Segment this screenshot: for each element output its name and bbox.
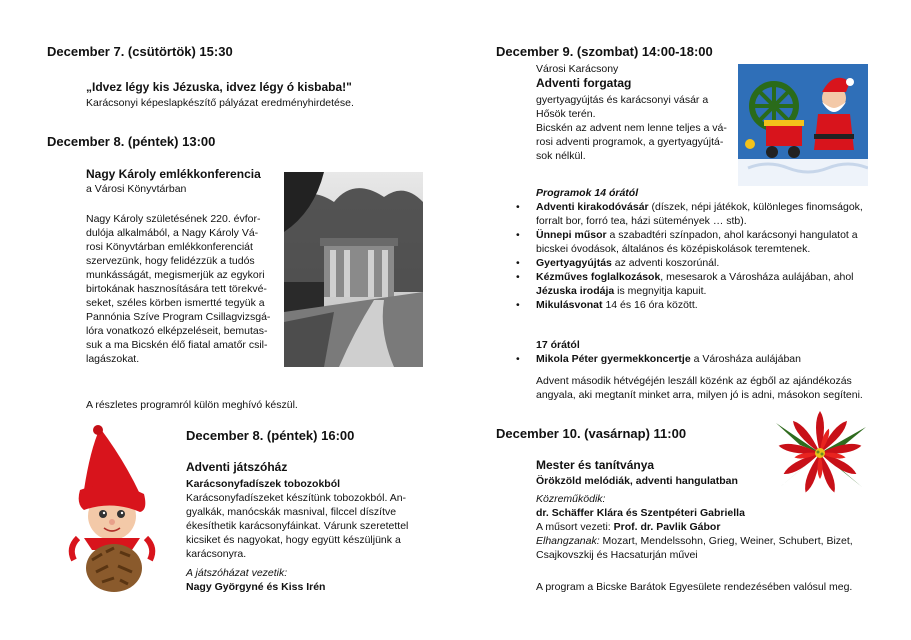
dec9-date: December 9. (szombat) 14:00-18:00 — [496, 44, 713, 59]
dec7-title: „Idvez légy kis Jézuska, idvez légy ó kisbaba!" — [86, 80, 352, 94]
dec10-title: Mester és tanítványa — [536, 458, 655, 472]
dec8b-subtitle: Karácsonyfadíszek tobozokból — [186, 478, 341, 490]
list-item: • Mikulásvonat 14 és 16 óra között. — [512, 298, 882, 312]
list-item: • Gyertyagyújtás az adventi koszorúnál. — [512, 256, 882, 270]
dec9-prog17-list — [512, 352, 882, 366]
dec8b-leaders-label: A játszóházat vezetik: — [186, 567, 288, 579]
list-item: • Ünnepi műsor a szabadtéri színpadon, ahol karácsonyi hangulatot a bicskei óvodások, általános és középiskolások teremtenek. — [512, 228, 882, 256]
list-item: • Kézműves foglalkozások, mesesarok a Városháza aulájában, ahol Jézuska irodája is megnyitja kapuit. — [512, 270, 882, 298]
dec8b-leaders: Nagy Györgyné és Kiss Irén — [186, 581, 326, 593]
list-item: • Adventi kirakodóvásár (díszek, népi játékok, különleges finomságok, forralt bor, forró tea, házi sütemények … stb). — [512, 200, 882, 228]
dec8a-paragraph: Nagy Károly születésének 220. évfor- dulója alkalmából, a Nagy Károly Vá- rosi Könyvtárban emlékkonferenciát szervezünk, hogy felidézzük a tudós munkásságát, megismerjük az egykori birtokának hasznosítására tett törekvé- seket, széles körben ismertté tegyük a Pannónia Szíve Program Csillagvizsgá- lóra vonatkozó elképzeléseit, bemutas- suk a ma Bicskén élő fiatal amatőr csil- lagászokat. — [86, 213, 271, 365]
poinsettia-image — [770, 408, 870, 498]
santa-train-image — [738, 64, 868, 186]
dec8a-place: a Városi Könyvtárban — [86, 183, 187, 195]
dec9-org: Városi Karácsony — [536, 63, 619, 75]
dec9-closing: Advent második hétvégéjén leszáll közénk az égből az ajándékozás angyala, aki megtanít minket arra, milyen jó is adni, másokon segíteni. — [536, 375, 863, 401]
dec10-date: December 10. (vasárnap) 11:00 — [496, 426, 687, 441]
dec8b-paragraph: Karácsonyfadíszeket készítünk tobozokból. An- gyalkák, manócskák masnival, filccel díszítve ékesíthetik karácsonyfáinkat. Várunk szeretettel kicsiket és nagyokat, hogy együtt készüljünk a karácsonyra. — [186, 492, 409, 560]
list-item: • Mikola Péter gyermekkoncertje a Városháza aulájában — [512, 352, 882, 366]
dec10-played: Elhangzanak: Mozart, Mendelssohn, Grieg, Weiner, Schubert, Bizet, — [536, 535, 853, 547]
dec10-coop-label: Közreműködik: — [536, 493, 606, 505]
dec8a-date: December 8. (péntek) 13:00 — [47, 134, 216, 149]
dec10-coop: dr. Schäffer Klára és Szentpéteri Gabriella — [536, 507, 745, 519]
dec8b-date: December 8. (péntek) 16:00 — [186, 428, 355, 443]
dec9-intro: gyertyagyújtás és karácsonyi vásár a Hősök terén. Bicskén az advent nem lenne teljes a vá- rosi adventi programok, a gyertyagyújtá- sok nélkül. — [536, 94, 727, 162]
dec7-date: December 7. (csütörtök) 15:30 — [47, 44, 233, 59]
dec10-subtitle: Örökzöld melódiák, adventi hangulatban — [536, 475, 738, 487]
dec8a-note: A részletes programról külön meghívó készül. — [86, 399, 298, 411]
dec9-prog14-label: Programok 14 órától — [536, 187, 639, 199]
dec10-host: A műsort vezeti: Prof. dr. Pavlik Gábor — [536, 521, 721, 533]
library-photo — [284, 172, 423, 367]
dec9-prog14-list — [512, 200, 882, 312]
dec9-prog17-label: 17 órától — [536, 339, 580, 351]
dec10-played-2: Csajkovszkij és Hacsaturján művei — [536, 549, 698, 561]
dec8a-title: Nagy Károly emlékkonferencia — [86, 167, 261, 181]
elf-ornament-image — [62, 420, 162, 595]
dec8b-title: Adventi játszóház — [186, 460, 288, 474]
dec7-desc: Karácsonyi képeslapkészítő pályázat eredményhirdetése. — [86, 97, 354, 109]
dec9-title: Adventi forgatag — [536, 76, 632, 90]
dec10-footer: A program a Bicske Barátok Egyesülete rendezésében valósul meg. — [536, 581, 853, 593]
